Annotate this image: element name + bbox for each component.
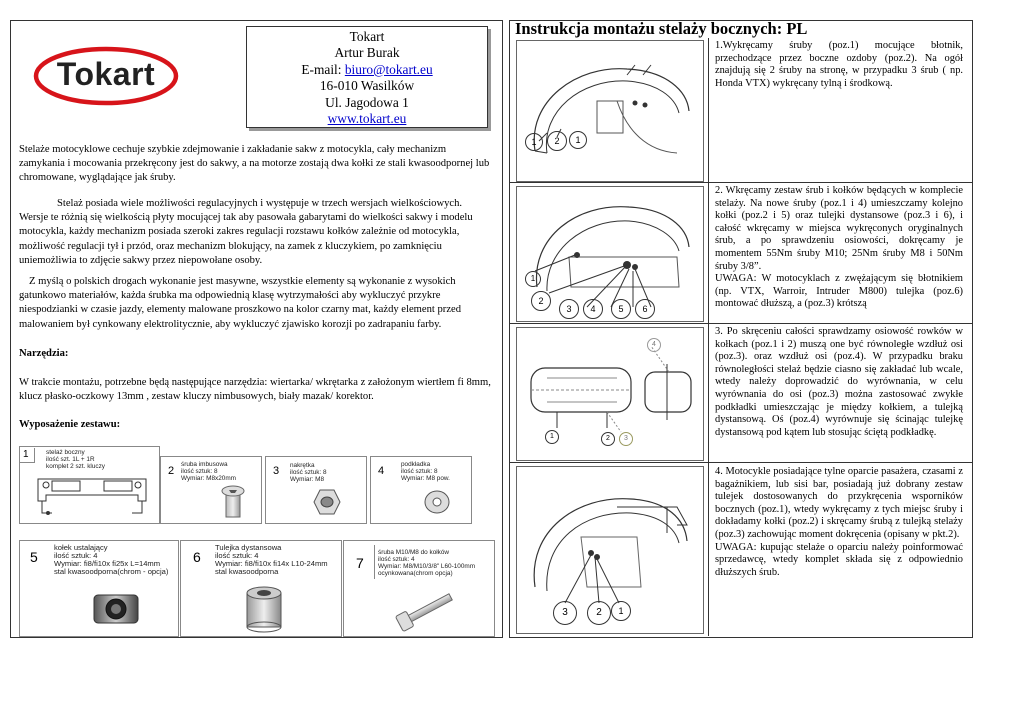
step-2-text: 2. Wkręcamy zestaw śrub i kołków będących w komplecie stelaży. Na nowe śruby (poz.1 i 4) umieszczamy kolejno kołki (poz.2 i 5) oraz tulejki dystansowe (poz.3 i 6), i całość wkręcamy w miejsca wykręconych oryginalnych śrub, a po sprawdzeniu osiowości, dokręcamy je momentem 55Nm śruby M10; 25Nm śruby M8 i 50Nm śruby 3/8”. UWAGA: W motocyklach z zwężającym się błotnikiem (np. VTX, Warroir, Intruder M800) tulejka (poz.6) montować dłuższą, a (poz.3) krótszą [715,185,963,310]
part-4-label-1: podkładka [401,461,431,468]
part-1-label-1: stelaż boczny [46,449,85,456]
part-6-box [180,540,342,637]
part-6-label-4: stal kwasoodporna [215,567,279,576]
part-7-label-1: śruba M10/M8 do kołków [378,549,450,556]
part-3-number: 3 [273,465,280,477]
intro-paragraph-1: Stelaże motocyklowe cechuje szybkie zdejmowanie i zakładanie sakw z motocykla, cały mechanizm zamykania i mocowania przekręcony jest do sakwy, a na motorze zostają dwa kołki ze stali kwasoodpornej lub chromowane, wyglądające jak śruby. [19,144,490,184]
part-2-box [160,456,262,524]
part-5-box [19,540,179,637]
part-3-label-3: Wymiar: M8 [290,476,325,483]
part-3-box [265,456,367,524]
part-3-label-2: ilość sztuk: 8 [290,469,327,476]
locating-pin-drawing [88,589,144,629]
part-7-number: 7 [356,555,364,571]
logo [33,46,179,106]
equipment-heading: Wyposażenie zestawu: [19,419,121,430]
part-7-label-3: Wymiar: M8/M10/3/8" L60-100mm [378,563,476,570]
part-4-label-2: ilość sztuk: 8 [401,468,438,475]
part-4-box [370,456,472,524]
step-4-image [516,466,704,634]
part-6-label-2: ilość sztuk: 4 [215,551,259,560]
step-1-callout-1: 1 [525,133,543,151]
company-name: Tokart [349,29,385,44]
step-3-callout-3: 3 [619,432,633,446]
step-1-text: 1.Wykręcamy śruby (poz.1) mocujące błotnik, przechodzące przez boczne ozdoby (poz.2). Na ogół znajdują się 2 śruby na stronę, w przypadku 3 śrub ( np. Honda VTX) wykręcany tylną i środkową. [715,40,963,89]
logo-text: Tokart [56,56,156,92]
email-link[interactable]: biuro@tokart.eu [344,61,433,77]
step-2-callout-4: 4 [583,299,603,319]
step-4-callout-3: 1 [611,601,631,621]
step-3-callout-4: 4 [647,338,661,352]
part-5-number: 5 [30,549,38,565]
step-4-callout-2: 2 [587,601,611,625]
step-1-callout-3: 1 [569,131,587,149]
step-1-callout-2: 2 [547,131,567,151]
tools-text: W trakcie montażu, potrzebne będą następujące narzędzia: wiertarka/ wkrętarka z założonym wiertłem fi 8mm, klucz płasko-oczkowy 13mm , zestaw kluczy nimbusowych, biały mazak/ korektor. [19,377,491,403]
company-street: Ul. Jagodowa 1 [325,94,409,110]
step-2-image [516,186,704,322]
part-2-label-2: ilość sztuk: 8 [181,468,218,475]
part-2-label-1: śruba imbusowa [181,461,228,468]
step-2-callout-2: 2 [531,291,551,311]
company-postal: 16-010 Wasilków [319,78,415,94]
step-divider-2 [509,323,972,324]
part-1-label-3: komplet 2 szt. kluczy [46,463,105,470]
long-bolt-drawing [392,585,462,635]
part-6-label-1: Tulejka dystansowa [215,543,282,552]
step-3-callout-1: 1 [545,430,559,444]
side-rack-drawing [32,473,152,519]
step-3-text: 3. Po skręceniu całości sprawdzamy osiowość rowków w kołkach (poz.1 i 2) muszą one być równoległe wzdłuż osi (poz.3). oraz wzdłuż osi (poz.4). W przypadku braku równoległości stelaż będzie ciasno się zakładać lub wcale, wtedy należy doprowadzić do wyrównania, w celu wyrównania do osi (poz.3) można zastosować zwykłe podkładki umieszczając je między kołkiem, a tulejką dystansową. Oś (poz.4) wyrównuje się ścinając tulejkę dystansową pod kątem lub stosując ściętą podkładkę. [715,326,963,438]
part-2-label-3: Wymiar: M8x20mm [181,475,236,482]
company-person: Artur Burak [334,45,400,61]
step-3-image [516,327,704,461]
part-5-label-3: Wymiar: fi8/fi10x fi25x L=14mm [54,559,161,568]
company-email-row: E-mail: biuro@tokart.eu [301,61,433,77]
page-title: Instrukcja montażu stelaży bocznych: PL [515,19,808,38]
part-4-label-3: Wymiar: M8 pow. [401,475,450,482]
part-5-label-1: kołek ustalający [54,543,108,552]
part-7-box [343,540,495,637]
allen-bolt-drawing [217,481,249,521]
step-divider-3 [509,462,972,463]
company-box [246,26,488,128]
intro-paragraph-3: Z myślą o polskich drogach wykonanie jest masywne, wszystkie elementy są wykonanie z wysokich gatunkowo materiałów, każda śrubka ma odpowiednią klasę wytrzymałości aby wykluczyć przykre niespodzianki w czasie jazdy, elementy malowane proszkowo na kolor czarny mat, każdy element przed malowaniem był cynkowany elektrolitycznie, aby wykluczyć zjawisko korozji po zadrapaniu farby. [19,276,462,330]
image-column-divider [708,38,709,636]
nut-drawing [312,487,342,517]
step-2-callout-3: 3 [559,299,579,319]
website-link[interactable]: www.tokart.eu [327,111,407,127]
step-4-text: 4. Motocykle posiadające tylne oparcie pasażera, czasami z bagażnikiem, lub sisi bar, posiadają już dobrany zestaw tulejek dostosowanych do przykręcenia wsporników bocznych (poz.1), wtedy wykręcamy z tych miejsc śruby i dokładamy kołki (poz.2) i skręcamy śrubą z tulejką stelaży (poz.3) zachowując moment dokręcenia (opisany w pkt.2). UWAGA: kupując stelaże o oparciu należy poinformować sprzedawcę, wtedy komplet składa się z odpowiednio dłuższych śrub. [715,466,963,578]
part-7-label-2: ilość sztuk: 4 [378,556,415,563]
part-1-number: 1 [23,449,29,460]
part-1-box [19,446,160,524]
spacer-sleeve-drawing [241,585,287,633]
part-1-label-2: ilość szt. 1L + 1R [46,456,95,463]
step-1-image [516,40,704,182]
tools-heading: Narzędzia: [19,348,69,359]
step-2-callout-6: 6 [635,299,655,319]
part-2-number: 2 [168,465,175,477]
part-5-label-4: stal kwasoodporna(chrom - opcja) [54,567,169,576]
step-2-callout-1: 1 [525,271,541,287]
part-5-label-2: ilość sztuk: 4 [54,551,98,560]
part-6-label-3: Wymiar: fi8/fi10x fi14x L10-24mm [215,559,328,568]
washer-drawing [423,489,451,515]
intro-paragraph-2: Stelaż posiada wiele możliwości regulacyjnych i występuje w trzech wersjach wielkościowych. Wersje te różnią się wielkością płyty mocującej tak aby pasowała gabarytami do wielkości sakwy i modelu motocykla, każdy mechanizm posiada szeroki zakres regulacji rozstawu kołków zależnie od motocykla, możliwość regulacji tył i przód, oraz mechanizm blokujący, na zamek z kluczykiem, po zamknięciu uniemożliwia to zdjęcie sakwy przez niepowołane osoby. [19,198,473,266]
part-3-label-1: nakrętka [290,462,315,469]
step-3-callout-2: 2 [601,432,615,446]
part-6-number: 6 [193,549,201,565]
part-4-number: 4 [378,465,385,477]
step-2-callout-5: 5 [611,299,631,319]
part-7-label-4: ocynkowana(chrom opcja) [378,570,453,577]
step-4-callout-1: 3 [553,601,577,625]
